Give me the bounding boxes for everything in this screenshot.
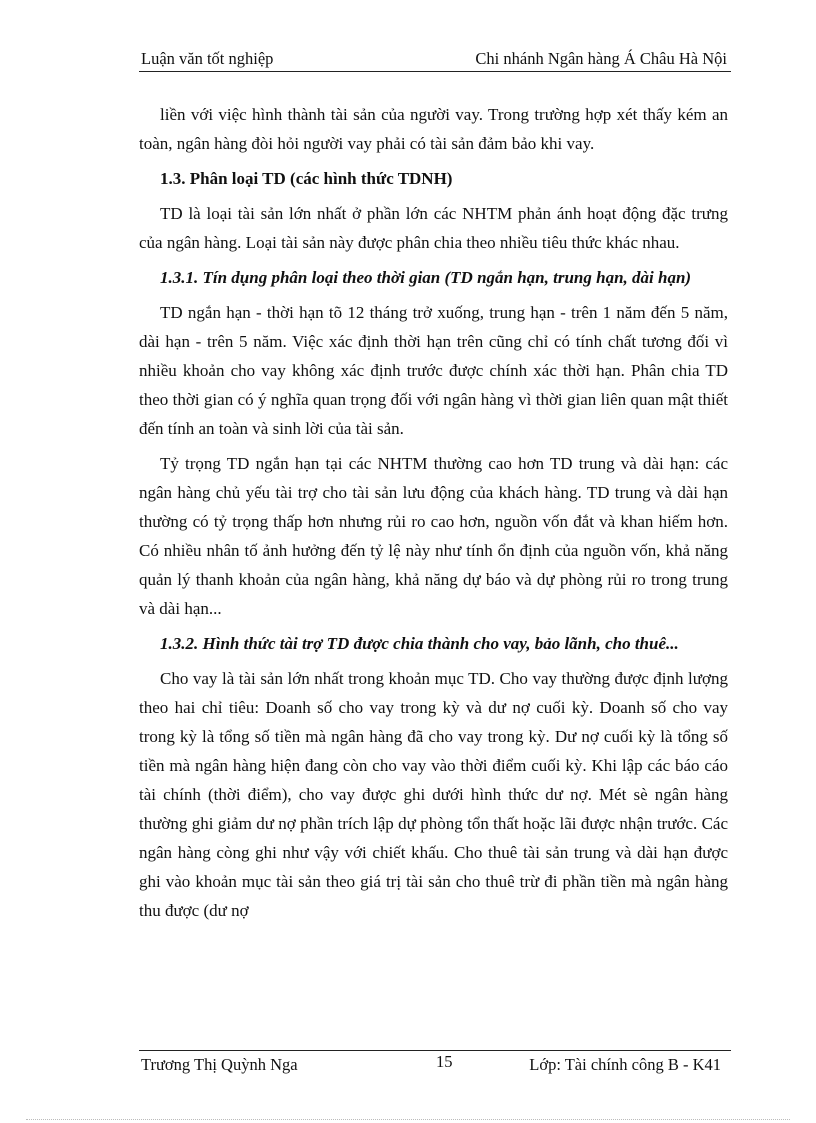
heading-1-3: 1.3. Phân loại TD (các hình thức TDNH) (160, 169, 453, 188)
page-number: 15 (436, 1052, 453, 1071)
heading-1-3-1: 1.3.1. Tín dụng phân loại theo thời gian (TD ngắn hạn, trung hạn, dài hạn) (160, 268, 692, 287)
footer-author: Trương Thị Quỳnh Nga (141, 1055, 298, 1074)
page-footer (139, 1050, 731, 1077)
paragraph-1: liền với việc hình thành tài sản của người vay. Trong trường hợp xét thấy kém an toàn, ngân hàng đòi hỏi người vay phải có tài sản đảm bảo khi vay. (139, 105, 728, 153)
paragraph-5: Cho vay là tài sản lớn nhất trong khoản mục TD. Cho vay thường được định lượng theo hai chỉ tiêu: Doanh số cho vay trong kỳ và dư nợ cuối kỳ. Doanh số cho vay trong kỳ là tổng số tiền mà ngân hàng đã cho vay trong kỳ. Dư nợ cuối kỳ là tổng số tiền mà ngân hàng hiện đang còn cho vay vào thời điểm cuối kỳ. Khi lập các báo cáo tài chính (thời điểm), cho vay được ghi dưới hình thức dư nợ. Mét sè ngân hàng thường ghi giảm dư nợ phần trích lập dự phòng tổn thất hoặc lãi được nhận trước. Các ngân hàng còng ghi như vậy với chiết khấu. Cho thuê tài sản trung và dài hạn được ghi vào khoản mục tài sản theo giá trị tài sản cho thuê trừ đi phần tiền mà ngân hàng thu được (dư nợ (139, 669, 728, 920)
paragraph-2: TD là loại tài sản lớn nhất ở phần lớn các NHTM phản ánh hoạt động đặc trưng của ngân hàng. Loại tài sản này được phân chia theo nhiều tiêu thức khác nhau. (139, 204, 728, 252)
header-bank-branch: Chi nhánh Ngân hàng Á Châu Hà Nội (475, 49, 727, 68)
paragraph-4: Tỷ trọng TD ngắn hạn tại các NHTM thường cao hơn TD trung và dài hạn: các ngân hàng chủ yếu tài trợ cho tài sản lưu động của khách hàng. TD trung và dài hạn thường có tỷ trọng thấp hơn nhưng rủi ro cao hơn, nguồn vốn đắt và khan hiếm hơn. Có nhiều nhân tố ảnh hưởng đến tỷ lệ này như tính ổn định của nguồn vốn, khả năng quản lý thanh khoản của ngân hàng, khả năng dự báo và dự phòng rủi ro trong trung và dài hạn... (139, 454, 728, 618)
page-bottom-divider (26, 1119, 790, 1120)
page-header (139, 49, 731, 72)
header-thesis-label: Luận văn tốt nghiệp (141, 49, 274, 68)
heading-1-3-2: 1.3.2. Hình thức tài trợ TD được chia thành cho vay, bảo lãnh, cho thuê... (160, 634, 679, 653)
page-body (139, 100, 728, 931)
paragraph-3: TD ngắn hạn - thời hạn tõ 12 tháng trở xuống, trung hạn - trên 1 năm đến 5 năm, dài hạn - trên 5 năm. Việc xác định thời hạn trên cũng chỉ có tính chất tương đối vì nhiều khoản cho vay không xác định trước được chính xác thời hạn. Phân chia TD theo thời gian có ý nghĩa quan trọng đối với ngân hàng vì thời gian liên quan mật thiết đến tính an toàn và sinh lời của tài sản. (139, 303, 728, 438)
footer-class: Lớp: Tài chính công B - K41 (529, 1055, 721, 1074)
